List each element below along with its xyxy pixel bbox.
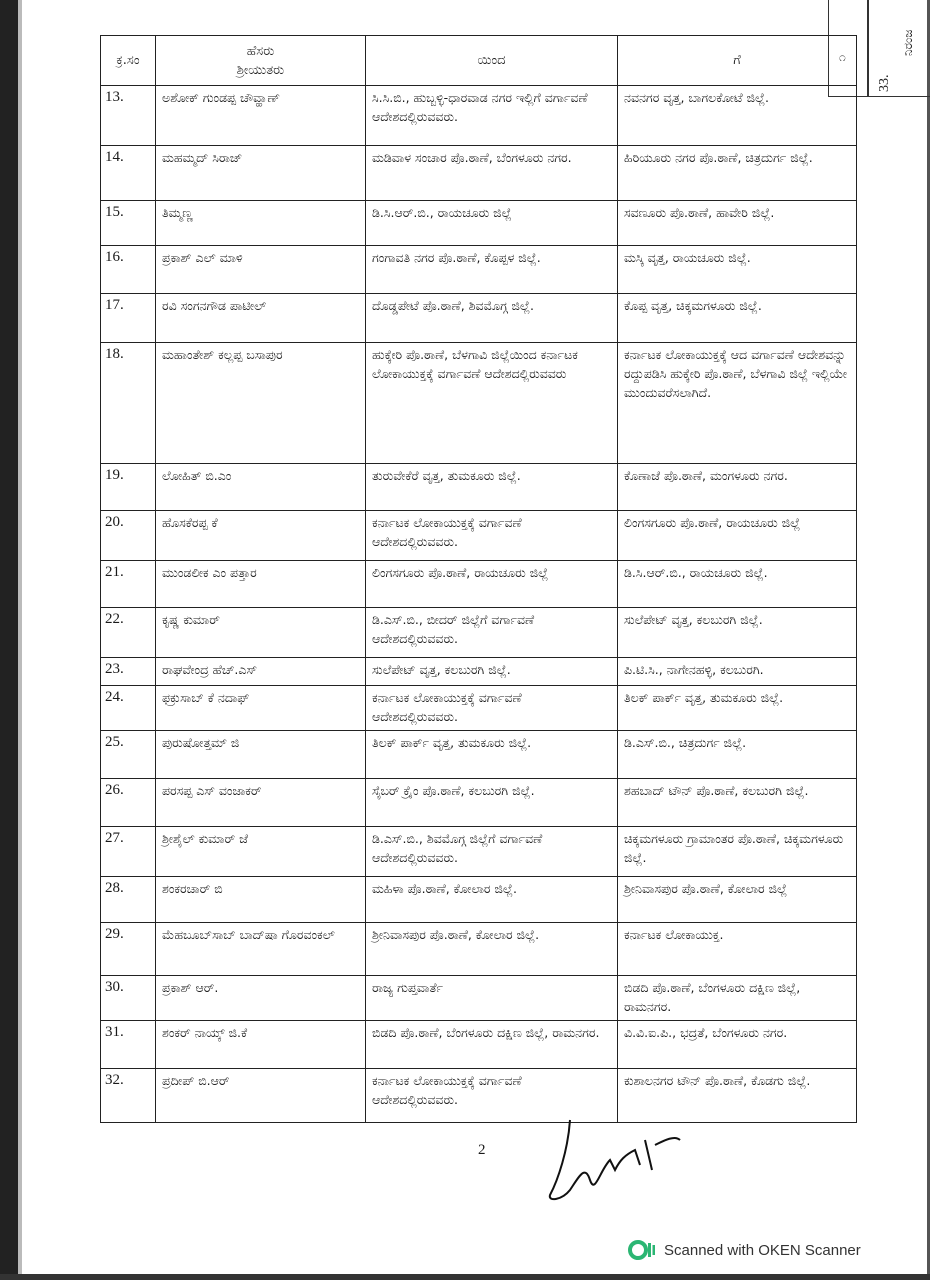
table-row: [101, 976, 857, 1021]
cell-name: ಅಶೋಕ್ ಗುಂಡಪ್ಪ ಚೌವ್ಹಾಣ್: [156, 86, 366, 146]
cell-from: ಕರ್ನಾಟಕ ಲೋಕಾಯುಕ್ತಕ್ಕೆ ವರ್ಗಾವಣೆ ಆದೇಶದಲ್ಲಿರುವವರು.: [366, 686, 618, 731]
table-row: [101, 201, 857, 246]
cell-name: ಪ್ರಕಾಶ್ ಆರ್.: [156, 976, 366, 1021]
cell-name: ರವಿ ಸಂಗನಗೌಡ ಪಾಟೀಲ್: [156, 294, 366, 343]
table-row: [101, 86, 857, 146]
cell-from: ಡಿ.ಎಸ್.ಬಿ., ಬೀದರ್ ಜಿಲ್ಲೆಗೆ ವರ್ಗಾವಣೆ ಆದೇಶದಲ್ಲಿರುವವರು.: [366, 608, 618, 658]
cell-sl-no: 17.: [101, 294, 156, 343]
table-row: [101, 923, 857, 976]
scanner-watermark-text: Scanned with OKEN Scanner: [664, 1241, 861, 1259]
cell-name: ಲೋಹಿತ್ ಬಿ.ಎಂ: [156, 464, 366, 511]
table-row: [101, 877, 857, 923]
cell-name: ರಾಘವೇಂದ್ರ ಹೆಚ್.ಎಸ್: [156, 658, 366, 686]
cell-to: ಸುಲೆಪೇಟ್ ವೃತ್ತ, ಕಲಬುರಗಿ ಜಿಲ್ಲೆ.: [618, 608, 857, 658]
cell-to: ಸವಣೂರು ಪೊ.ಠಾಣೆ, ಹಾವೇರಿ ಜಿಲ್ಲೆ.: [618, 201, 857, 246]
cell-sl-no: 22.: [101, 608, 156, 658]
cell-from: ತುರುವೇಕೆರೆ ವೃತ್ತ, ತುಮಕೂರು ಜಿಲ್ಲೆ.: [366, 464, 618, 511]
cell-from: ಬಿಡದಿ ಪೊ.ಠಾಣೆ, ಬೆಂಗಳೂರು ದಕ್ಷಿಣ ಜಿಲ್ಲೆ, ರಾಮನಗರ.: [366, 1021, 618, 1069]
cell-to: ಕರ್ನಾಟಕ ಲೋಕಾಯುಕ್ತಕ್ಕೆ ಆದ ವರ್ಗಾವಣೆ ಆದೇಶವನ್ನು ರದ್ದುಪಡಿಸಿ ಹುಕ್ಕೇರಿ ಪೊ.ಠಾಣೆ, ಬೆಳಗಾವಿ ಜಿಲ್ಲೆ ಇಲ್ಲಿಯೇ ಮುಂದುವರೆಸಲಾಗಿದೆ.: [618, 343, 857, 464]
cell-from: ಮಡಿವಾಳ ಸಂಚಾರ ಪೊ.ಠಾಣೆ, ಬೆಂಗಳೂರು ನಗರ.: [366, 146, 618, 201]
cell-sl-no: 31.: [101, 1021, 156, 1069]
cell-name: ಪ್ರಕಾಶ್ ಎಲ್ ಮಾಳಿ: [156, 246, 366, 294]
cell-name: ಹೊಸಕೆರಪ್ಪ ಕೆ: [156, 511, 366, 561]
cell-from: ಸುಲೆಪೇಟ್ ವೃತ್ತ, ಕಲಬುರಗಿ ಜಿಲ್ಲೆ.: [366, 658, 618, 686]
cell-sl-no: 14.: [101, 146, 156, 201]
cell-name: ಮಹಾಂತೇಶ್ ಕಲ್ಲಪ್ಪ ಬಸಾಪುರ: [156, 343, 366, 464]
cell-from: ಡಿ.ಸಿ.ಆರ್.ಬಿ., ರಾಯಚೂರು ಜಿಲ್ಲೆ: [366, 201, 618, 246]
signature: [540, 1110, 690, 1210]
cell-to: ಡಿ.ಸಿ.ಆರ್.ಬಿ., ರಾಯಚೂರು ಜಿಲ್ಲೆ.: [618, 561, 857, 608]
header-from: ಯಿಂದ: [366, 36, 618, 86]
table-row: [101, 343, 857, 464]
cell-sl-no: 32.: [101, 1069, 156, 1123]
corner-text: ನಿರಂಜ: [901, 29, 915, 56]
table-row: [101, 246, 857, 294]
table-row: [101, 561, 857, 608]
scan-edge-bottom: [0, 1274, 930, 1280]
cell-sl-no: 23.: [101, 658, 156, 686]
header-name: [156, 36, 366, 86]
page-number: 2: [478, 1142, 486, 1158]
cell-sl-no: 27.: [101, 827, 156, 877]
transfer-table: [100, 35, 857, 1123]
table-row: [101, 146, 857, 201]
cell-to: ಕುಶಾಲನಗರ ಟೌನ್ ಪೊ.ಠಾಣೆ, ಕೊಡಗು ಜಿಲ್ಲೆ.: [618, 1069, 857, 1123]
cell-from: ಡಿ.ಎಸ್.ಬಿ., ಶಿವಮೊಗ್ಗ ಜಿಲ್ಲೆಗೆ ವರ್ಗಾವಣೆ ಆದೇಶದಲ್ಲಿರುವವರು.: [366, 827, 618, 877]
table-row: [101, 827, 857, 877]
cell-to: ಡಿ.ಎಸ್.ಬಿ., ಚಿತ್ರದುರ್ಗ ಜಿಲ್ಲೆ.: [618, 731, 857, 779]
table-row: [101, 608, 857, 658]
corner-mark: ೧: [839, 50, 846, 64]
cell-to: ಪಿ.ಟಿ.ಸಿ., ನಾಗೇನಹಳ್ಳಿ, ಕಲಬುರಗಿ.: [618, 658, 857, 686]
cell-to: ವಿ.ವಿ.ಐ.ಪಿ., ಭದ್ರತೆ, ಬೆಂಗಳೂರು ನಗರ.: [618, 1021, 857, 1069]
table-row: [101, 511, 857, 561]
scanner-watermark: [628, 1238, 861, 1262]
cell-name: ಪರಸಪ್ಪ ಎಸ್ ವಂಜಾಕರ್: [156, 779, 366, 827]
cell-from: ಮಹಿಳಾ ಪೊ.ಠಾಣೆ, ಕೋಲಾರ ಜಿಲ್ಲೆ.: [366, 877, 618, 923]
cell-sl-no: 24.: [101, 686, 156, 731]
cell-from: ತಿಲಕ್ ಪಾರ್ಕ್ ವೃತ್ತ, ತುಮಕೂರು ಜಿಲ್ಲೆ.: [366, 731, 618, 779]
cell-sl-no: 20.: [101, 511, 156, 561]
table-header-row: [101, 36, 857, 86]
table-row: [101, 1021, 857, 1069]
scan-edge-left: [0, 0, 18, 1280]
cell-to: ಮಸ್ಕಿ ವೃತ್ತ, ರಾಯಚೂರು ಜಿಲ್ಲೆ.: [618, 246, 857, 294]
cell-to: ನವನಗರ ವೃತ್ತ, ಬಾಗಲಕೋಟೆ ಜಿಲ್ಲೆ.: [618, 86, 857, 146]
cell-sl-no: 29.: [101, 923, 156, 976]
cell-from: ಶ್ರೀನಿವಾಸಪುರ ಪೊ.ಠಾಣೆ, ಕೋಲಾರ ಜಿಲ್ಲೆ.: [366, 923, 618, 976]
cell-name: ಕೃಷ್ಣ ಕುಮಾರ್: [156, 608, 366, 658]
cell-to: ಚಿಕ್ಕಮಗಳೂರು ಗ್ರಾಮಾಂತರ ಪೊ.ಠಾಣೆ, ಚಿಕ್ಕಮಗಳೂರು ಜಿಲ್ಲೆ.: [618, 827, 857, 877]
cell-from: ಗಂಗಾವತಿ ನಗರ ಪೊ.ಠಾಣೆ, ಕೊಪ್ಪಳ ಜಿಲ್ಲೆ.: [366, 246, 618, 294]
cell-to: ಶಹಬಾದ್ ಟೌನ್ ಪೊ.ಠಾಣೆ, ಕಲಬುರಗಿ ಜಿಲ್ಲೆ.: [618, 779, 857, 827]
cell-to: ಹಿರಿಯೂರು ನಗರ ಪೊ.ಠಾಣೆ, ಚಿತ್ರದುರ್ಗ ಜಿಲ್ಲೆ.: [618, 146, 857, 201]
cell-from: ಲಿಂಗಸಗೂರು ಪೊ.ಠಾಣೆ, ರಾಯಚೂರು ಜಿಲ್ಲೆ: [366, 561, 618, 608]
cell-sl-no: 21.: [101, 561, 156, 608]
header-name-line2: ಶ್ರೀಯುತರು: [236, 62, 285, 78]
oken-logo-icon: [628, 1238, 656, 1262]
cell-name: ಮಹಮ್ಮದ್ ಸಿರಾಜ್: [156, 146, 366, 201]
header-sl-no: ಕ್ರ.ಸಂ: [101, 36, 156, 86]
header-name-line1: ಹೆಸರು: [246, 43, 275, 59]
cell-from: ಸಿ.ಸಿ.ಬಿ., ಹುಬ್ಬಳ್ಳಿ-ಧಾರವಾಡ ನಗರ ಇಲ್ಲಿಗೆ ವರ್ಗಾವಣೆ ಆದೇಶದಲ್ಲಿರುವವರು.: [366, 86, 618, 146]
header-to: ಗೆ: [618, 36, 857, 86]
corner-number: 33.: [877, 74, 892, 92]
cell-to: ಕೊಣಾಜೆ ಪೊ.ಠಾಣೆ, ಮಂಗಳೂರು ನಗರ.: [618, 464, 857, 511]
corner-divider: [867, 0, 869, 96]
cell-name: ಶಂಕರ್ ನಾಯ್ಕ್ ಜಿ.ಕೆ: [156, 1021, 366, 1069]
table-row: [101, 731, 857, 779]
cell-name: ಪ್ರದೀಪ್ ಬಿ.ಆರ್: [156, 1069, 366, 1123]
cell-name: ಪುರುಷೋತ್ತಮ್ ಜಿ: [156, 731, 366, 779]
cell-sl-no: 30.: [101, 976, 156, 1021]
cell-name: ಶ್ರೀಶೈಲ್ ಕುಮಾರ್ ಜೆ: [156, 827, 366, 877]
cell-sl-no: 13.: [101, 86, 156, 146]
cell-sl-no: 18.: [101, 343, 156, 464]
cell-from: ಕರ್ನಾಟಕ ಲೋಕಾಯುಕ್ತಕ್ಕೆ ವರ್ಗಾವಣೆ ಆದೇಶದಲ್ಲಿರುವವರು.: [366, 511, 618, 561]
cell-sl-no: 19.: [101, 464, 156, 511]
table-row: [101, 686, 857, 731]
table-row: [101, 464, 857, 511]
cell-from: ಹುಕ್ಕೇರಿ ಪೊ.ಠಾಣೆ, ಬೆಳಗಾವಿ ಜಿಲ್ಲೆಯಿಂದ ಕರ್ನಾಟಕ ಲೋಕಾಯುಕ್ತಕ್ಕೆ ವರ್ಗಾವಣೆ ಆದೇಶದಲ್ಲಿರುವವರು: [366, 343, 618, 464]
cell-name: ಫಕ್ರುಸಾಬ್ ಕೆ ನದಾಫ್: [156, 686, 366, 731]
table-row: [101, 1069, 857, 1123]
cell-sl-no: 15.: [101, 201, 156, 246]
cell-to: ಕರ್ನಾಟಕ ಲೋಕಾಯುಕ್ತ.: [618, 923, 857, 976]
cell-sl-no: 26.: [101, 779, 156, 827]
table-row: [101, 658, 857, 686]
cell-sl-no: 28.: [101, 877, 156, 923]
cell-to: ಲಿಂಗಸಗೂರು ಪೊ.ಠಾಣೆ, ರಾಯಚೂರು ಜಿಲ್ಲೆ: [618, 511, 857, 561]
cell-to: ಕೊಪ್ಪ ವೃತ್ತ, ಚಿಕ್ಕಮಗಳೂರು ಜಿಲ್ಲೆ.: [618, 294, 857, 343]
cell-to: ಬಿಡದಿ ಪೊ.ಠಾಣೆ, ಬೆಂಗಳೂರು ದಕ್ಷಿಣ ಜಿಲ್ಲೆ, ರಾಮನಗರ.: [618, 976, 857, 1021]
cell-from: ರಾಜ್ಯ ಗುಪ್ತವಾರ್ತೆ: [366, 976, 618, 1021]
cell-from: ಕರ್ನಾಟಕ ಲೋಕಾಯುಕ್ತಕ್ಕೆ ವರ್ಗಾವಣೆ ಆದೇಶದಲ್ಲಿರುವವರು.: [366, 1069, 618, 1123]
cell-name: ಮುಂಡಲೀಕ ಎಂ ಪತ್ತಾರ: [156, 561, 366, 608]
cell-name: ಮೆಹಬೂಬ್‌ಸಾಬ್ ಬಾದ್‌ಷಾ ಗೊರವಂಕಲ್: [156, 923, 366, 976]
cell-from: ದೊಡ್ಡಪೇಟೆ ಪೊ.ಠಾಣೆ, ಶಿವಮೊಗ್ಗ ಜಿಲ್ಲೆ.: [366, 294, 618, 343]
scan-edge-shadow: [18, 0, 22, 1280]
cell-to: ಶ್ರೀನಿವಾಸಪುರ ಪೊ.ಠಾಣೆ, ಕೋಲಾರ ಜಿಲ್ಲೆ: [618, 877, 857, 923]
cell-to: ತಿಲಕ್ ಪಾರ್ಕ್ ವೃತ್ತ, ತುಮಕೂರು ಜಿಲ್ಲೆ.: [618, 686, 857, 731]
cell-sl-no: 16.: [101, 246, 156, 294]
table-row: [101, 294, 857, 343]
cell-sl-no: 25.: [101, 731, 156, 779]
cell-from: ಸೈಬರ್ ಕ್ರೈಂ ಪೊ.ಠಾಣೆ, ಕಲಬುರಗಿ ಜಿಲ್ಲೆ.: [366, 779, 618, 827]
cell-name: ಶಂಕರಚಾರ್ ಬಿ: [156, 877, 366, 923]
table-row: [101, 779, 857, 827]
cell-name: ತಿಮ್ಮಣ್ಣ: [156, 201, 366, 246]
